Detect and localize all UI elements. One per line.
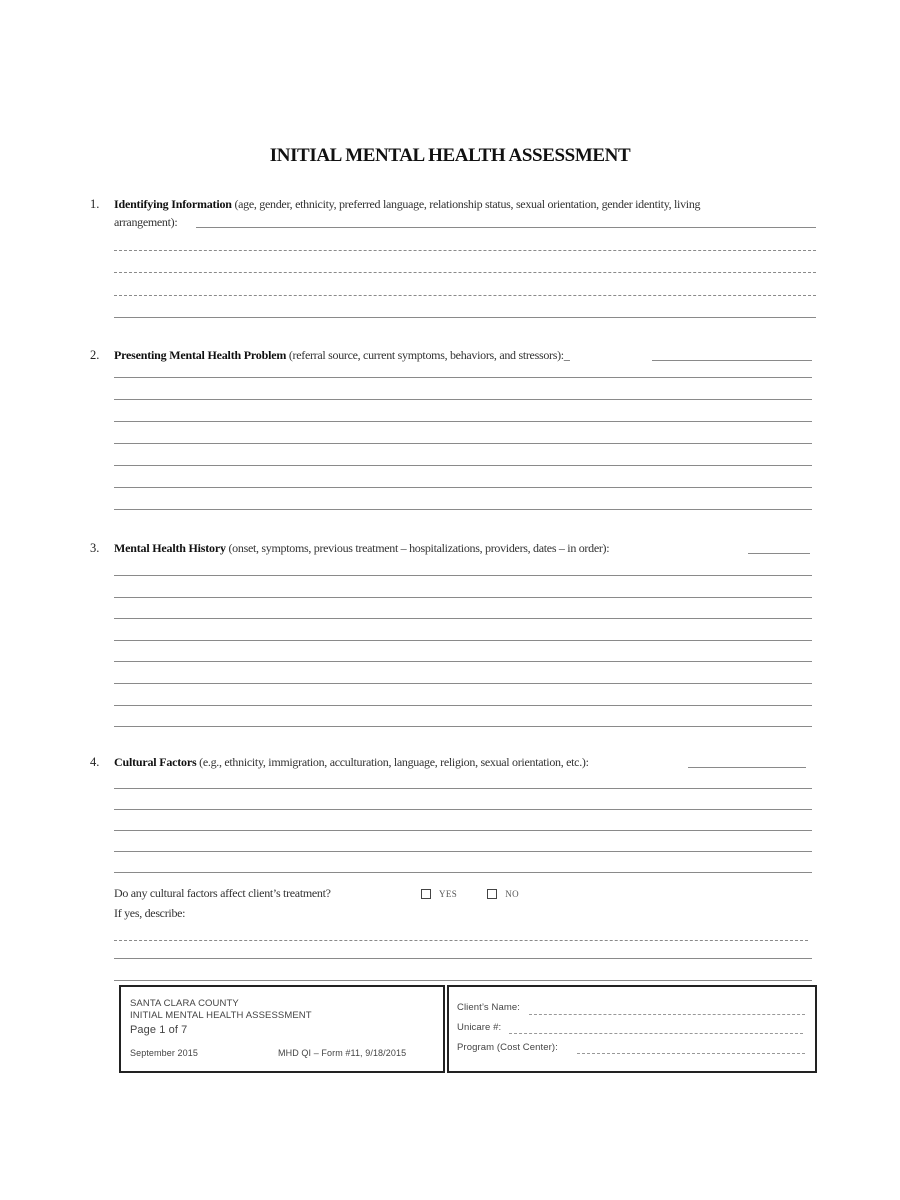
section-3-answer-line[interactable] [114,597,812,598]
section-2-number: 2. [90,348,100,362]
followup-answer-line[interactable] [114,958,812,959]
footer-page-number: Page 1 of 7 [130,1024,188,1036]
section-3-answer-line[interactable] [114,726,812,727]
section-4-answer-line[interactable] [114,872,812,873]
cultural-factors-options [421,885,549,903]
yes-label: YES [439,889,458,900]
section-3-description: (onset, symptoms, previous treatment – hospitalizations, providers, dates – in order): [225,541,610,555]
footer-org: SANTA CLARA COUNTY [130,998,239,1009]
section-4-answer-line[interactable] [114,809,812,810]
section-3-answer-line[interactable] [114,618,812,619]
section-3-prompt [114,539,609,557]
section-1-answer-line[interactable] [114,317,816,318]
section-4-description: (e.g., ethnicity, immigration, acculturation, language, religion, sexual orientation, etc.): [196,755,589,769]
section-2-answer-line[interactable] [114,399,812,400]
section-4-number: 4. [90,755,100,769]
section-3-answer-line[interactable] [114,705,812,706]
section-3-heading: Mental Health History [114,541,226,555]
section-1-answer-line[interactable] [114,250,816,251]
section-2-inline-answer-line[interactable] [652,360,812,361]
footer-date: September 2015 [130,1048,198,1058]
unicare-label: Unicare #: [457,1022,502,1033]
program-label: Program (Cost Center): [457,1042,558,1053]
section-2-answer-line[interactable] [114,487,812,488]
footer-form-id: MHD QI – Form #11, 9/18/2015 [278,1048,407,1058]
section-3-answer-line[interactable] [114,683,812,684]
section-4-inline-answer-line[interactable] [688,767,806,768]
section-2-answer-line[interactable] [114,465,812,466]
section-2-heading: Presenting Mental Health Problem [114,348,287,362]
section-2-description: (referral source, current symptoms, behaviors, and stressors):_ [286,348,570,362]
section-2-answer-line[interactable] [114,377,812,378]
document-title: INITIAL MENTAL HEALTH ASSESSMENT [269,145,631,166]
section-1-description: (age, gender, ethnicity, preferred language, relationship status, sexual orientation, gender identity, living [231,197,701,211]
section-1-inline-answer-line[interactable] [196,227,816,228]
section-1-number: 1. [90,197,100,211]
section-2-answer-line[interactable] [114,421,812,422]
yes-checkbox[interactable] [421,889,431,899]
section-3-number: 3. [90,541,100,555]
section-3-answer-line[interactable] [114,640,812,641]
section-1-answer-line[interactable] [114,272,816,273]
section-3-answer-line[interactable] [114,661,812,662]
no-checkbox[interactable] [487,889,497,899]
program-field[interactable] [577,1053,805,1054]
section-4-answer-line[interactable] [114,788,812,789]
followup-label: If yes, describe: [114,906,186,920]
section-2-answer-line[interactable] [114,443,812,444]
section-4-prompt [114,753,589,771]
followup-answer-line[interactable] [114,980,812,981]
no-label: NO [505,889,520,900]
section-3-answer-line[interactable] [114,575,812,576]
section-1-prompt [114,195,814,213]
followup-answer-line[interactable] [114,940,808,941]
section-1-description-cont: arrangement): [114,215,178,229]
section-4-heading: Cultural Factors [114,755,197,769]
footer-form-title: INITIAL MENTAL HEALTH ASSESSMENT [130,1010,312,1021]
unicare-field[interactable] [509,1033,803,1034]
section-2-answer-line[interactable] [114,509,812,510]
section-2-prompt [114,346,570,364]
client-name-field[interactable] [529,1014,805,1015]
section-4-answer-line[interactable] [114,830,812,831]
client-name-label: Client’s Name: [457,1002,520,1013]
footer-form-info-box [119,985,445,1073]
section-4-answer-line[interactable] [114,851,812,852]
section-3-inline-answer-line[interactable] [748,553,810,554]
section-1-answer-line[interactable] [114,295,816,296]
section-1-heading: Identifying Information [114,197,232,211]
cultural-factors-question: Do any cultural factors affect client’s treatment? [114,886,331,900]
footer-client-info-box [447,985,817,1073]
